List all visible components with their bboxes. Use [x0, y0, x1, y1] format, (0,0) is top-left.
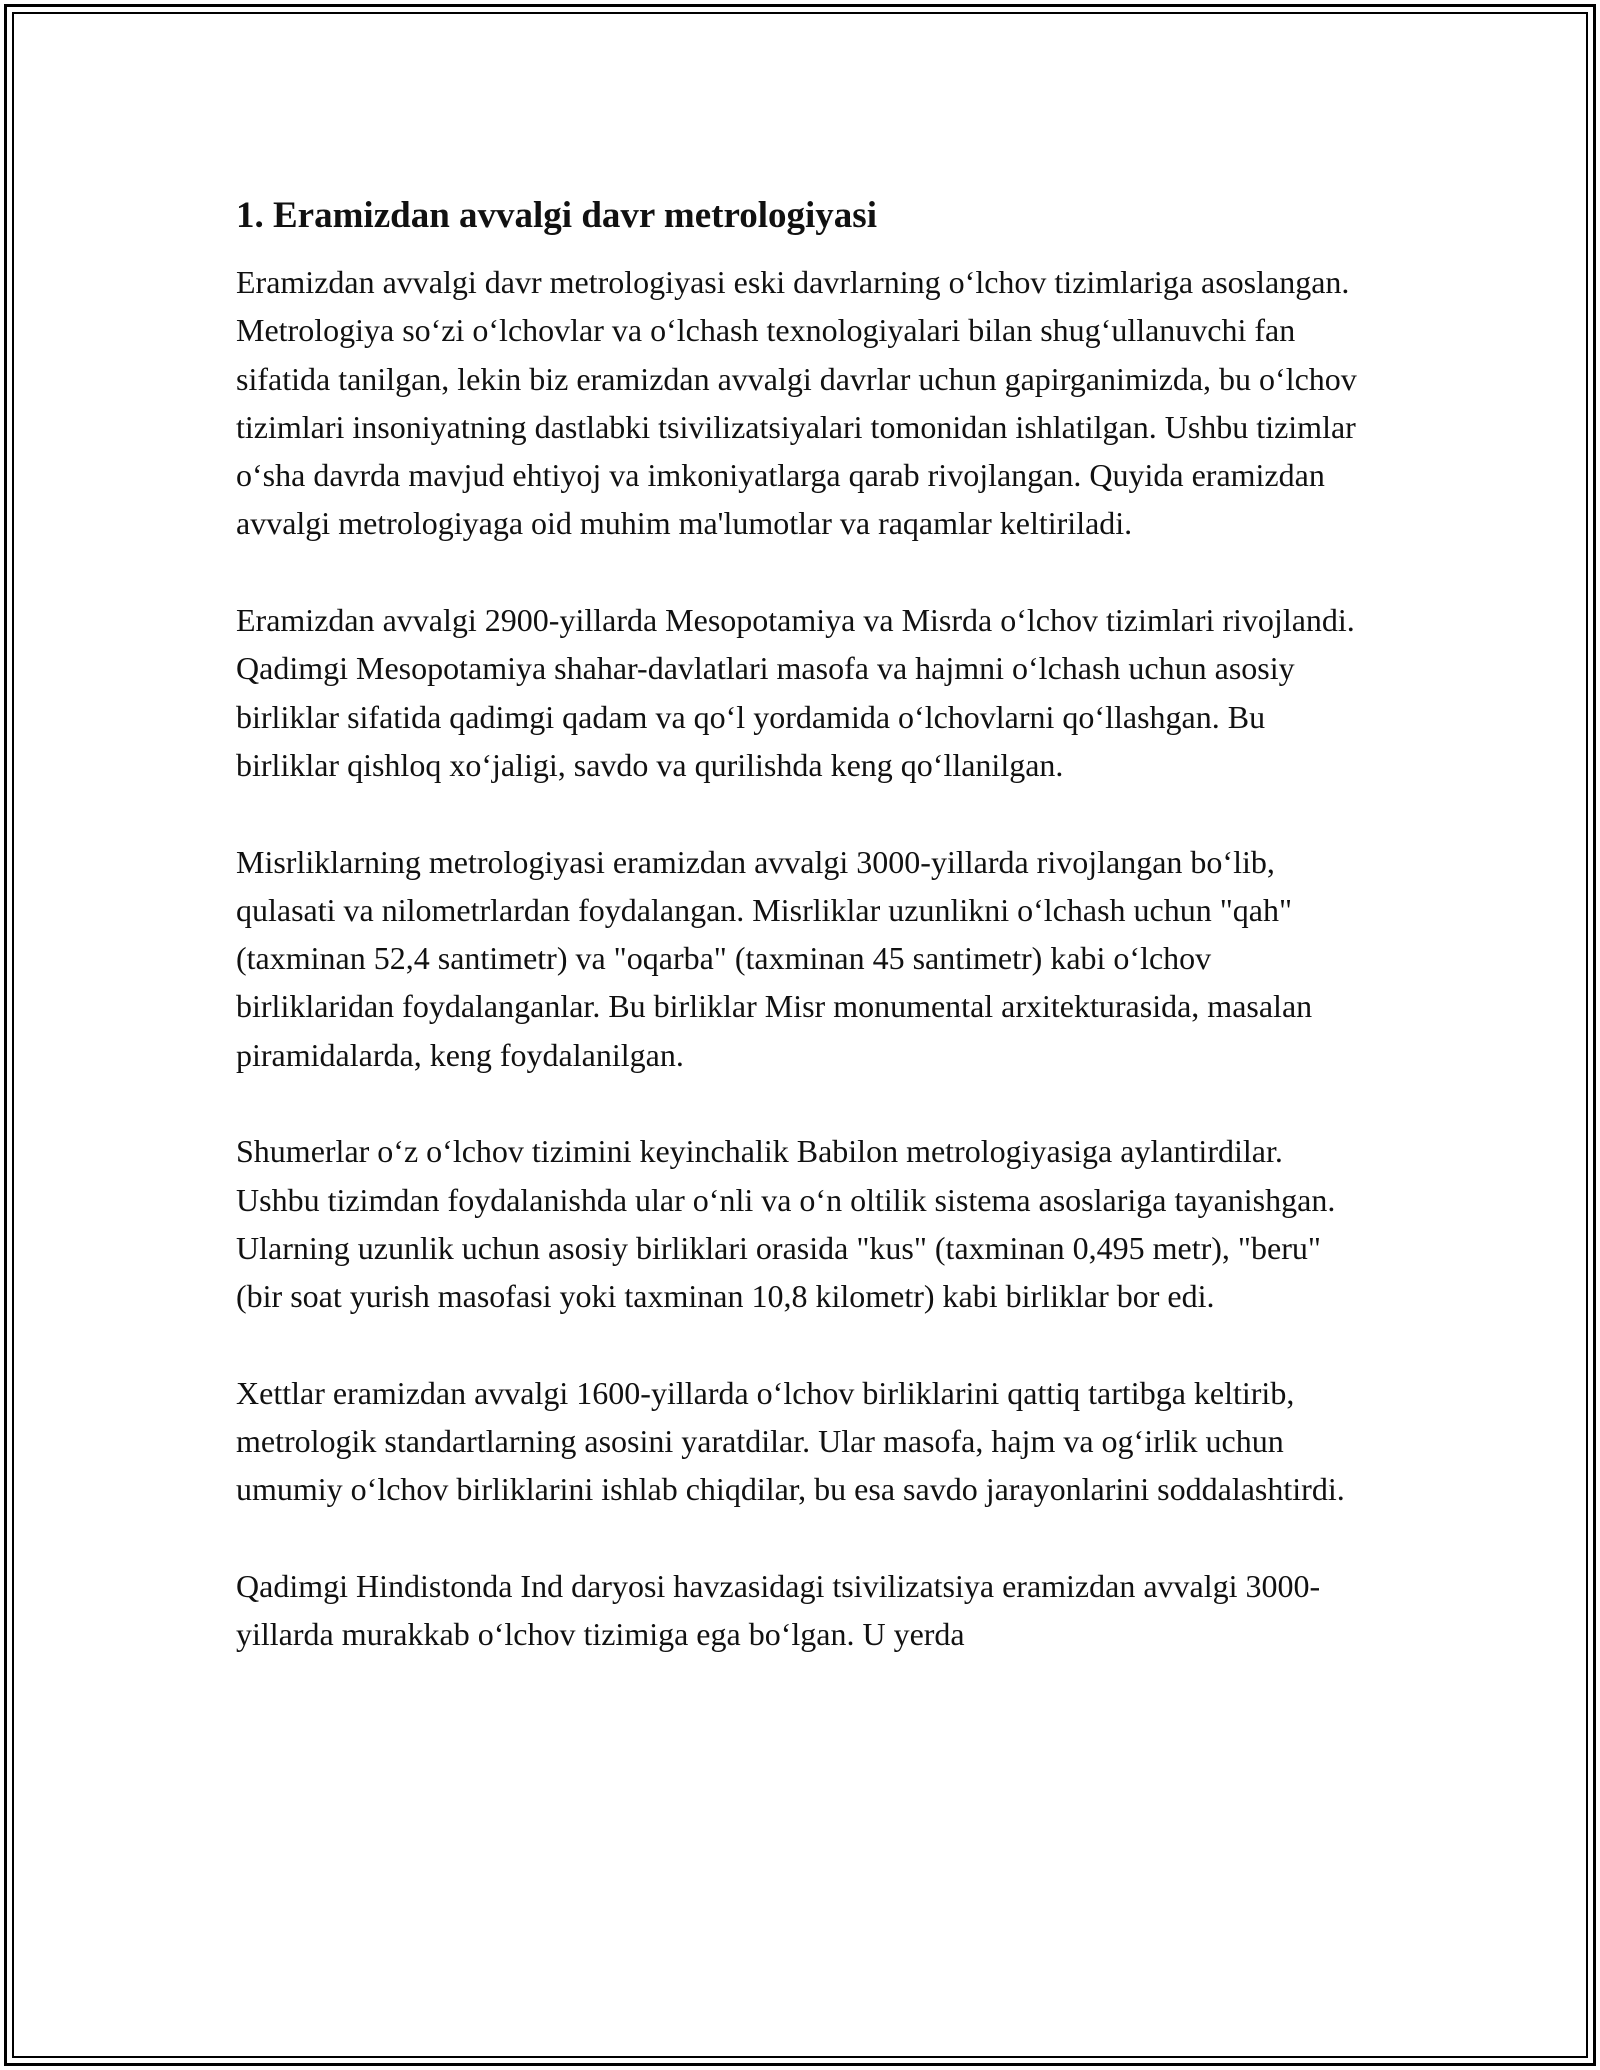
document-body: [236, 190, 1366, 1707]
paragraph-mesopotamia: Eramizdan avvalgi 2900-yillarda Mesopotamiya va Misrda oʻlchov tizimlari rivojlandi. Qadimgi Mesopotamiya shahar-davlatlari masofa va hajmni oʻlchash uchun asosiy birliklar sifatida qadimgi qadam va qoʻl yordamida oʻlchovlarni qoʻllashgan. Bu birliklar qishloq xoʻjaligi, savdo va qurilishda keng qoʻllanilgan.: [236, 602, 1355, 783]
paragraph-india: Qadimgi Hindistonda Ind daryosi havzasidagi tsivilizatsiya eramizdan avvalgi 3000-yillarda murakkab oʻlchov tizimiga ega boʻlgan. U yerda: [236, 1568, 1321, 1653]
paragraph-egypt: Misrliklarning metrologiyasi eramizdan avvalgi 3000-yillarda rivojlangan boʻlib, qulasati va nilometrlardan foydalangan. Misrliklar uzunlikni oʻlchash uchun "qah" (taxminan 52,4 santimetr) va "oqarba" (taxminan 45 santimetr) kabi oʻlchov birliklaridan foydalanganlar. Bu birliklar Misr monumental arxitekturasida, masalan piramidalarda, keng foydalanilgan.: [236, 843, 1313, 1073]
paragraph-intro: Eramizdan avvalgi davr metrologiyasi eski davrlarning oʻlchov tizimlariga asoslangan. Metrologiya soʻzi oʻlchovlar va oʻlchash texnologiyalari bilan shugʻullanuvchi fan sifatida tanilgan, lekin biz eramizdan avvalgi davrlar uchun gapirganimizda, bu oʻlchov tizimlari insoniyatning dastlabki tsivilizatsiyalari tomonidan ishlatilgan. Ushbu tizimlar oʻsha davrda mavjud ehtiyoj va imkoniyatlarga qarab rivojlangan. Quyida eramizdan avvalgi metrologiyaga oid muhim ma'lumotlar va raqamlar keltiriladi.: [236, 264, 1357, 542]
paragraph-hittites: Xettlar eramizdan avvalgi 1600-yillarda oʻlchov birliklarini qattiq tartibga keltirib, metrologik standartlarning asosini yaratdilar. Ular masofa, hajm va ogʻirlik uchun umumiy oʻlchov birliklarini ishlab chiqdilar, bu esa savdo jarayonlarini soddalashtirdi.: [236, 1374, 1345, 1508]
paragraph-sumer: Shumerlar oʻz oʻlchov tizimini keyinchalik Babilon metrologiyasiga aylantirdilar. Ushbu tizimdan foydalanishda ular oʻnli va oʻn oltilik sistema asoslariga tayanishgan. Ularning uzunlik uchun asosiy birliklari orasida "kus" (taxminan 0,495 metr), "beru" (bir soat yurish masofasi yoki taxminan 10,8 kilometr) kabi birliklar bor edi.: [236, 1133, 1336, 1315]
section-heading: 1. Eramizdan avvalgi davr metrologiyasi: [236, 195, 877, 236]
